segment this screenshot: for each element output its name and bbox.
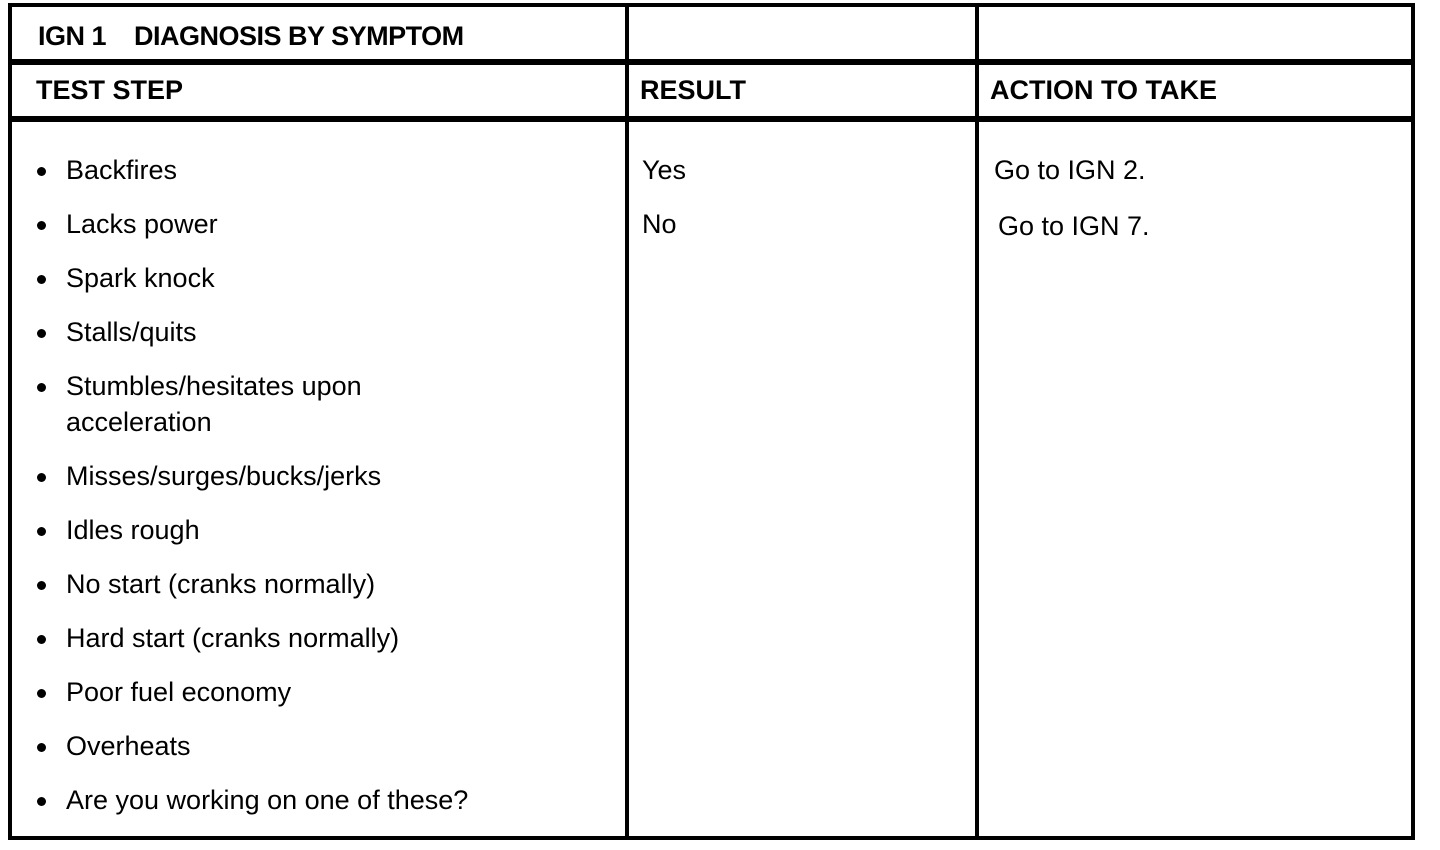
symptom-text: Stumbles/hesitates upon acceleration xyxy=(66,371,362,437)
symptom-item xyxy=(32,314,617,350)
symptom-item xyxy=(32,152,617,188)
symptom-text: Overheats xyxy=(66,731,191,761)
symptom-item xyxy=(32,782,617,818)
bullet-icon xyxy=(37,527,46,536)
bullet-icon xyxy=(37,167,46,176)
symptom-item xyxy=(32,674,617,710)
symptom-item xyxy=(32,260,617,296)
bullet-icon xyxy=(37,275,46,284)
symptom-text: No start (cranks normally) xyxy=(66,569,376,599)
action-go-to-ign-7: Go to IGN 7. xyxy=(998,211,1150,241)
table-title: IGN 1 DIAGNOSIS BY SYMPTOM xyxy=(38,21,464,51)
header-action: ACTION TO TAKE xyxy=(990,75,1217,105)
bullet-icon xyxy=(37,473,46,482)
diagnosis-table xyxy=(8,3,1415,840)
row-divider xyxy=(12,59,1411,65)
symptom-item xyxy=(32,512,617,548)
bullet-icon xyxy=(37,581,46,590)
bullet-icon xyxy=(37,383,46,392)
symptom-item xyxy=(32,728,617,764)
symptom-text: Poor fuel economy xyxy=(66,677,292,707)
bullet-icon xyxy=(37,797,46,806)
symptom-text: Backfires xyxy=(66,155,178,185)
column-divider xyxy=(975,7,979,836)
symptom-text: Stalls/quits xyxy=(66,317,197,347)
symptom-text: Lacks power xyxy=(66,209,218,239)
symptom-text: Are you working on one of these? xyxy=(66,785,469,815)
row-divider xyxy=(12,116,1411,122)
bullet-icon xyxy=(37,329,46,338)
symptom-item xyxy=(32,206,617,242)
result-no: No xyxy=(642,209,677,239)
bullet-icon xyxy=(37,689,46,698)
header-test-step: TEST STEP xyxy=(36,75,184,105)
column-divider xyxy=(625,7,629,836)
symptom-item xyxy=(32,566,617,602)
header-result: RESULT xyxy=(640,75,746,105)
bullet-icon xyxy=(37,743,46,752)
action-go-to-ign-2: Go to IGN 2. xyxy=(994,155,1146,185)
result-yes: Yes xyxy=(642,155,687,185)
symptom-text: Spark knock xyxy=(66,263,215,293)
symptom-list xyxy=(32,152,617,836)
symptom-item xyxy=(32,620,617,656)
symptom-item xyxy=(32,458,617,494)
symptom-text: Misses/surges/bucks/jerks xyxy=(66,461,382,491)
symptom-item xyxy=(32,368,617,440)
bullet-icon xyxy=(37,635,46,644)
symptom-text: Hard start (cranks normally) xyxy=(66,623,400,653)
symptom-text: Idles rough xyxy=(66,515,200,545)
bullet-icon xyxy=(37,221,46,230)
